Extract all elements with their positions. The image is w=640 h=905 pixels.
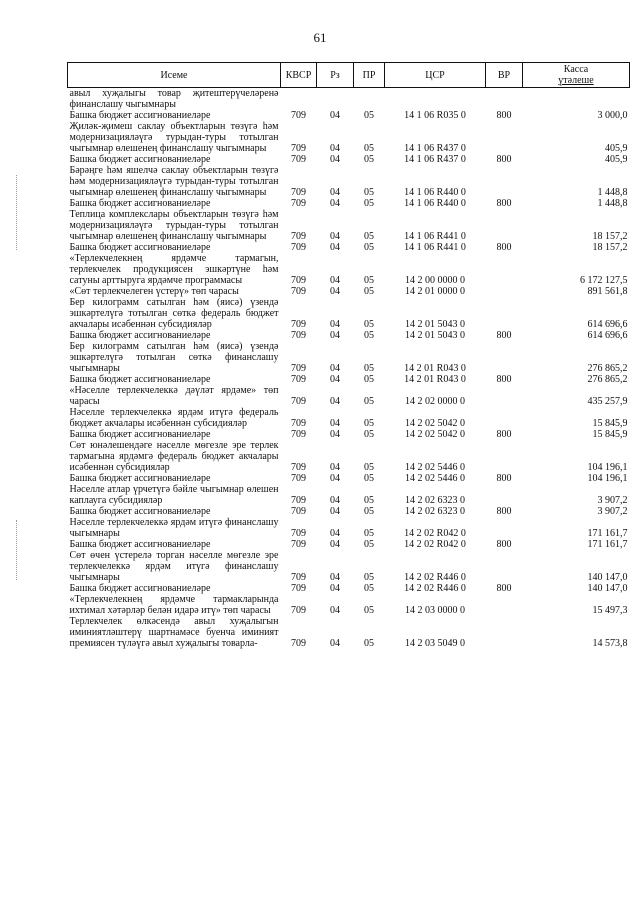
row-vr: 800 (496, 506, 512, 517)
row-vr: 800 (496, 242, 512, 253)
row-amount: 140 147,0 (587, 572, 628, 583)
row-rz: 04 (330, 275, 340, 286)
row-amount: 14 573,8 (592, 638, 628, 649)
row-amount: 104 196,1 (587, 473, 628, 484)
column-header-kassa (523, 63, 630, 88)
row-vr: 800 (496, 583, 512, 594)
row-pr: 05 (364, 143, 374, 154)
table-row (68, 484, 630, 506)
row-kbsr: 709 (291, 583, 306, 594)
row-amount: 15 845,9 (592, 418, 628, 429)
table-row (68, 198, 630, 209)
row-kbsr: 709 (291, 429, 306, 440)
row-name: Бәрәңге һәм яшелчә саклау объектларын төзүгә һәм модернизацияләүгә турыдан-туры тотылган чыгымнар өлешенең финанслашу чыгымнары (69, 165, 279, 198)
row-kbsr: 709 (291, 110, 306, 121)
row-name: Нәселле терлекчелеккә ярдәм итүгә федераль бюджет акчалары исәбеннән субсидияләр (69, 407, 279, 429)
kassa-header-line1: Касса (563, 64, 589, 75)
row-rz: 04 (330, 506, 340, 517)
row-vr (486, 341, 523, 374)
row-kbsr: 709 (291, 275, 306, 286)
table-row (68, 506, 630, 517)
row-vr (486, 550, 523, 583)
row-csr: 14 2 00 0000 0 (405, 275, 465, 286)
table-row (68, 539, 630, 550)
row-amount: 614 696,6 (587, 319, 628, 330)
page-number: 61 (313, 30, 327, 45)
row-vr (486, 209, 523, 242)
row-pr: 05 (364, 319, 374, 330)
row-kbsr: 709 (291, 374, 306, 385)
row-rz: 04 (330, 374, 340, 385)
row-pr: 05 (364, 154, 374, 165)
row-csr: 14 2 02 5446 0 (405, 462, 465, 473)
row-rz: 04 (330, 429, 340, 440)
row-pr: 05 (364, 572, 374, 583)
table-row (68, 110, 630, 121)
row-pr: 05 (364, 396, 374, 407)
row-rz: 04 (330, 242, 340, 253)
row-vr (486, 484, 523, 506)
row-name: Башка бюджет ассигнованиеләре (69, 154, 211, 165)
row-amount: 1 448,8 (597, 187, 628, 198)
row-pr: 05 (364, 231, 374, 242)
row-csr: 14 1 06 R437 0 (404, 154, 466, 165)
row-rz: 04 (330, 572, 340, 583)
row-csr: 14 2 02 6323 0 (405, 495, 465, 506)
kassa-header-line2: үтәлеше (558, 75, 594, 86)
row-kbsr: 709 (291, 539, 306, 550)
row-rz: 04 (330, 528, 340, 539)
column-header-csr: ЦСР (385, 63, 486, 88)
row-pr: 05 (364, 462, 374, 473)
row-name: «Сөт терлекчелеген үстерү» төп чарасы (69, 286, 239, 297)
row-pr: 05 (364, 187, 374, 198)
row-amount: 1 448,8 (597, 198, 628, 209)
row-csr (385, 88, 486, 111)
table-row (68, 550, 630, 583)
margin-dotted-mark (16, 175, 19, 250)
row-pr: 05 (364, 528, 374, 539)
row-kbsr: 709 (291, 319, 306, 330)
row-csr: 14 2 02 R446 0 (404, 572, 466, 583)
row-csr: 14 1 06 R437 0 (404, 143, 466, 154)
row-name: «Терлекчелекнең ярдәмче тармакларында ихтимал хәтәрләр белән идарә итү» төп чарасы (69, 594, 279, 616)
row-rz: 04 (330, 495, 340, 506)
row-rz: 04 (330, 462, 340, 473)
row-name: Башка бюджет ассигнованиеләре (69, 583, 211, 594)
row-kbsr: 709 (291, 396, 306, 407)
row-kbsr: 709 (291, 605, 306, 616)
row-vr: 800 (496, 374, 512, 385)
row-vr: 800 (496, 539, 512, 550)
row-vr: 800 (496, 429, 512, 440)
row-pr: 05 (364, 286, 374, 297)
row-pr: 05 (364, 495, 374, 506)
row-pr (354, 88, 385, 111)
row-vr (486, 517, 523, 539)
table-row (68, 616, 630, 649)
row-amount: 405,9 (605, 154, 628, 165)
row-amount: 3 907,2 (597, 495, 628, 506)
row-amount: 18 157,2 (592, 231, 628, 242)
row-name: Нәселле терлекчелеккә ярдәм итүгә финанслашу чыгымнары (69, 517, 279, 539)
budget-table (67, 62, 630, 649)
row-vr: 800 (496, 330, 512, 341)
row-amount: 3 000,0 (597, 110, 628, 121)
table-row (68, 473, 630, 484)
row-pr: 05 (364, 429, 374, 440)
table-row (68, 88, 630, 111)
row-rz: 04 (330, 396, 340, 407)
table-row (68, 253, 630, 286)
row-amount: 435 257,9 (587, 396, 628, 407)
table-row (68, 517, 630, 539)
table-row (68, 297, 630, 330)
row-kbsr: 709 (291, 363, 306, 374)
row-pr: 05 (364, 198, 374, 209)
row-rz: 04 (330, 605, 340, 616)
row-kbsr (281, 88, 317, 111)
row-name: Башка бюджет ассигнованиеләре (69, 506, 211, 517)
row-csr: 14 2 01 R043 0 (404, 363, 466, 374)
row-vr (486, 407, 523, 429)
row-pr: 05 (364, 275, 374, 286)
table-row (68, 121, 630, 154)
row-amount: 405,9 (605, 143, 628, 154)
row-csr: 14 2 01 5043 0 (405, 330, 465, 341)
row-pr: 05 (364, 242, 374, 253)
row-amount: 276 865,2 (587, 363, 628, 374)
table-row (68, 165, 630, 198)
row-amount (523, 88, 630, 111)
row-vr (486, 385, 523, 407)
row-csr: 14 2 02 R042 0 (404, 528, 466, 539)
row-pr: 05 (364, 583, 374, 594)
row-csr: 14 2 02 5446 0 (405, 473, 465, 484)
row-amount: 6 172 127,5 (580, 275, 628, 286)
row-rz: 04 (330, 330, 340, 341)
row-amount: 15 497,3 (592, 605, 628, 616)
row-pr: 05 (364, 506, 374, 517)
row-csr: 14 1 06 R441 0 (404, 242, 466, 253)
table-row (68, 594, 630, 616)
row-pr: 05 (364, 539, 374, 550)
row-name: Башка бюджет ассигнованиеләре (69, 539, 211, 550)
row-rz: 04 (330, 418, 340, 429)
row-name: Башка бюджет ассигнованиеләре (69, 429, 211, 440)
row-name: Сөт өчен үстерелә торган нәселле мөгезле эре терлекчелеккә ярдәм итүгә финанслашу чыгымнары (69, 550, 279, 583)
row-rz: 04 (330, 154, 340, 165)
row-amount: 140 147,0 (587, 583, 628, 594)
table-row (68, 407, 630, 429)
row-amount: 104 196,1 (587, 462, 628, 473)
row-kbsr: 709 (291, 330, 306, 341)
table-row (68, 286, 630, 297)
row-vr (486, 440, 523, 473)
row-vr: 800 (496, 198, 512, 209)
row-name: «Нәселле терлекчелеккә дәүләт ярдәме» төп чарасы (69, 385, 279, 407)
table-row (68, 209, 630, 242)
row-rz: 04 (330, 286, 340, 297)
row-name: Башка бюджет ассигнованиеләре (69, 473, 211, 484)
row-amount: 171 161,7 (587, 528, 628, 539)
row-vr (486, 88, 523, 111)
row-vr (486, 253, 523, 286)
row-name: Башка бюджет ассигнованиеләре (69, 330, 211, 341)
row-csr: 14 2 03 0000 0 (405, 605, 465, 616)
row-amount: 3 907,2 (597, 506, 628, 517)
row-vr: 800 (496, 154, 512, 165)
row-kbsr: 709 (291, 418, 306, 429)
row-name: Башка бюджет ассигнованиеләре (69, 242, 211, 253)
row-csr: 14 2 01 5043 0 (405, 319, 465, 330)
row-csr: 14 2 01 R043 0 (404, 374, 466, 385)
row-name: Сөт юнәлешендәге нәселле мөгезле эре терлек тармагына ярдәмгә федераль бюджет акчалары исәбеннән субсидияләр (69, 440, 279, 473)
column-header-pr: ПР (354, 63, 385, 88)
row-kbsr: 709 (291, 143, 306, 154)
row-csr: 14 2 02 R446 0 (404, 583, 466, 594)
row-csr: 14 1 06 R035 0 (404, 110, 466, 121)
row-name: Башка бюджет ассигнованиеләре (69, 110, 211, 121)
row-vr (486, 616, 523, 649)
row-kbsr: 709 (291, 242, 306, 253)
row-rz: 04 (330, 187, 340, 198)
row-kbsr: 709 (291, 154, 306, 165)
column-header-vr: ВР (486, 63, 523, 88)
row-name: Нәселле атлар үрчетүгә бәйле чыгымнар өлешен каплауга субсидияләр (69, 484, 279, 506)
row-rz: 04 (330, 473, 340, 484)
row-vr (486, 594, 523, 616)
row-pr: 05 (364, 374, 374, 385)
table-row (68, 242, 630, 253)
row-kbsr: 709 (291, 286, 306, 297)
table-row (68, 330, 630, 341)
table-body (68, 88, 630, 650)
row-amount: 18 157,2 (592, 242, 628, 253)
table-row (68, 440, 630, 473)
row-amount: 15 845,9 (592, 429, 628, 440)
row-kbsr: 709 (291, 187, 306, 198)
row-rz: 04 (330, 583, 340, 594)
row-name: Бер килограмм сатылган һәм (яисә) үзендә эшкәртелүгә тотылган сөткә финанслашу чыгымнары (69, 341, 279, 374)
row-pr: 05 (364, 418, 374, 429)
row-csr: 14 2 02 5042 0 (405, 418, 465, 429)
row-rz: 04 (330, 231, 340, 242)
row-amount: 891 561,8 (587, 286, 628, 297)
row-name: Теплица комплекслары объектларын төзүгә һәм модернизацияләүгә турыдан-туры тотылган чыгымнар өлешенең финанслашу чыгымнары (69, 209, 279, 242)
column-header-rz: Рз (317, 63, 354, 88)
row-pr: 05 (364, 363, 374, 374)
row-kbsr: 709 (291, 506, 306, 517)
row-csr: 14 2 02 R042 0 (404, 539, 466, 550)
row-csr: 14 1 06 R440 0 (404, 187, 466, 198)
table-header-row (68, 63, 630, 88)
row-name: Башка бюджет ассигнованиеләре (69, 374, 211, 385)
row-pr: 05 (364, 605, 374, 616)
row-vr (486, 286, 523, 297)
row-rz (317, 88, 354, 111)
row-rz: 04 (330, 539, 340, 550)
row-vr (486, 297, 523, 330)
row-kbsr: 709 (291, 495, 306, 506)
row-name: «Терлекчелекнең ярдәмче тармагын, терлекчелек продукциясен эшкәртүне һәм сатуны арттыруга ярдәмче программасы (69, 253, 279, 286)
row-kbsr: 709 (291, 638, 306, 649)
row-kbsr: 709 (291, 473, 306, 484)
row-csr: 14 2 02 0000 0 (405, 396, 465, 407)
row-rz: 04 (330, 319, 340, 330)
row-csr: 14 2 02 5042 0 (405, 429, 465, 440)
row-pr: 05 (364, 330, 374, 341)
row-name: Җиләк-җимеш саклау объектларын төзүгә һәм модернизацияләүгә турыдан-туры тотылган чыгымнар өлешенең финанслашу чыгымнары (69, 121, 279, 154)
row-pr: 05 (364, 473, 374, 484)
row-name: Терлекчелек өлкәсендә авыл хуҗалыгын иминиятләштерү шартнамәсе буенча иминият премиясен түләүгә авыл хуҗалыгы товарла- (69, 616, 279, 649)
row-pr: 05 (364, 110, 374, 121)
row-vr: 800 (496, 473, 512, 484)
row-kbsr: 709 (291, 198, 306, 209)
row-name: авыл хуҗалыгы товар җитештерүчеләренә финанслашу чыгымнары (69, 88, 279, 110)
table-row (68, 583, 630, 594)
row-csr: 14 2 01 0000 0 (405, 286, 465, 297)
row-kbsr: 709 (291, 528, 306, 539)
row-rz: 04 (330, 638, 340, 649)
row-rz: 04 (330, 198, 340, 209)
table-row (68, 341, 630, 374)
margin-dotted-mark (16, 520, 19, 580)
row-csr: 14 2 02 6323 0 (405, 506, 465, 517)
row-name: Бер килограмм сатылган һәм (яисә) үзендә эшкәртелүгә тотылган сөткә федераль бюджет акчалары исәбеннән субсидияләр (69, 297, 279, 330)
row-amount: 171 161,7 (587, 539, 628, 550)
row-rz: 04 (330, 363, 340, 374)
row-pr: 05 (364, 638, 374, 649)
row-amount: 276 865,2 (587, 374, 628, 385)
row-csr: 14 2 03 5049 0 (405, 638, 465, 649)
row-kbsr: 709 (291, 231, 306, 242)
table-row (68, 429, 630, 440)
row-rz: 04 (330, 110, 340, 121)
row-vr (486, 121, 523, 154)
row-kbsr: 709 (291, 462, 306, 473)
row-csr: 14 1 06 R440 0 (404, 198, 466, 209)
table-row (68, 154, 630, 165)
row-vr (486, 165, 523, 198)
row-kbsr: 709 (291, 572, 306, 583)
row-amount: 614 696,6 (587, 330, 628, 341)
row-name: Башка бюджет ассигнованиеләре (69, 198, 211, 209)
row-csr: 14 1 06 R441 0 (404, 231, 466, 242)
row-rz: 04 (330, 143, 340, 154)
row-vr: 800 (496, 110, 512, 121)
table-row (68, 374, 630, 385)
column-header-name: Исеме (68, 63, 281, 88)
table-row (68, 385, 630, 407)
column-header-kbsr: КВСР (281, 63, 317, 88)
